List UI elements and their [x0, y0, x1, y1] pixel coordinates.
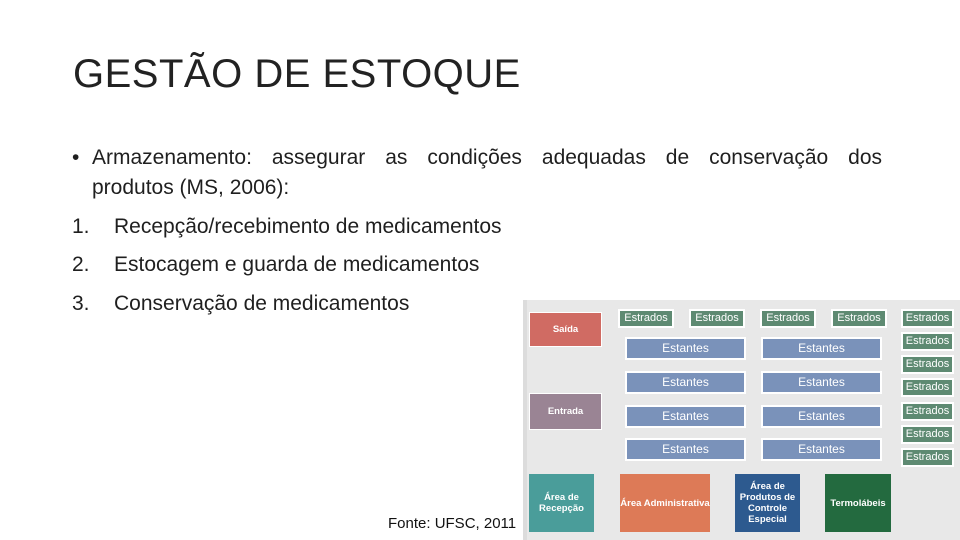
bullet-line-1 — [72, 146, 882, 170]
area-administrativa: Área Administrativa — [620, 474, 710, 532]
list-number: 1. — [72, 215, 90, 238]
estrado-box: Estrados — [901, 448, 954, 467]
page-title: GESTÃO DE ESTOQUE — [73, 52, 521, 96]
entrada-area: Entrada — [529, 393, 602, 430]
list-number: 2. — [72, 253, 90, 276]
estrado-box: Estrados — [901, 425, 954, 444]
bullet-line-2: produtos (MS, 2006): — [92, 176, 290, 199]
estrado-box: Estrados — [901, 355, 954, 374]
estrado-box: Estrados — [901, 332, 954, 351]
source-caption: Fonte: UFSC, 2011 — [388, 515, 517, 532]
estrado-box: Estrados — [618, 309, 674, 328]
list-item — [72, 215, 502, 239]
warehouse-floor-plan — [523, 300, 960, 540]
area-recepcao: Área de Recepção — [529, 474, 594, 532]
list-text: Recepção/recebimento de medicamentos — [114, 215, 502, 238]
estante-box: Estantes — [625, 405, 746, 428]
estante-box: Estantes — [761, 405, 882, 428]
area-controle-especial: Área de Produtos de Controle Especial — [735, 474, 800, 532]
estrado-box: Estrados — [901, 378, 954, 397]
estrado-box: Estrados — [760, 309, 816, 328]
estante-box: Estantes — [625, 337, 746, 360]
estante-box: Estantes — [761, 337, 882, 360]
estrado-box: Estrados — [689, 309, 745, 328]
estante-box: Estantes — [761, 371, 882, 394]
estante-box: Estantes — [761, 438, 882, 461]
estante-box: Estantes — [625, 438, 746, 461]
list-text: Conservação de medicamentos — [114, 292, 410, 315]
saida-area: Saída — [529, 312, 602, 347]
list-item — [72, 292, 409, 316]
list-item — [72, 253, 479, 277]
bullet-marker: • — [72, 146, 80, 169]
bullet-text-1: Armazenamento: assegurar as condições adequadas de conservação dos — [92, 146, 882, 169]
estante-box: Estantes — [625, 371, 746, 394]
list-text: Estocagem e guarda de medicamentos — [114, 253, 480, 276]
area-termolabeis: Termolábeis — [825, 474, 891, 532]
estrado-box: Estrados — [831, 309, 887, 328]
list-number: 3. — [72, 292, 90, 315]
estrado-box: Estrados — [901, 402, 954, 421]
estrado-box: Estrados — [901, 309, 954, 328]
